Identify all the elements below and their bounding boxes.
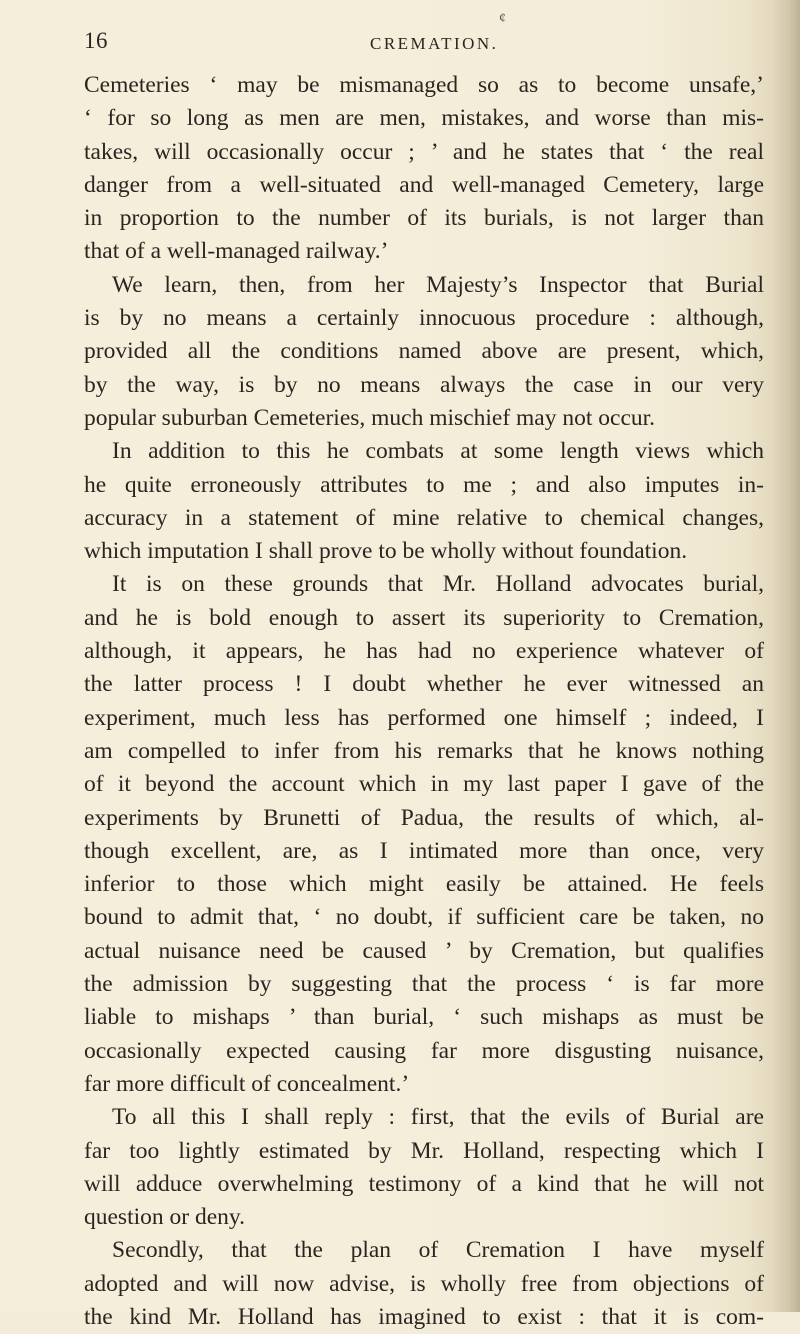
- text-line: Cemeteries ‘ may be mismanaged so as to become unsafe,’: [84, 72, 764, 98]
- text-line: It is on these grounds that Mr. Holland advocates burial,: [112, 571, 764, 598]
- text-line: that of a well-managed railway.’: [84, 238, 389, 265]
- text-line: In addition to this he combats at some length views which: [112, 438, 764, 465]
- text-line: question or deny.: [84, 1204, 245, 1231]
- text-line: although, it appears, he has had no experience whatever of: [84, 638, 764, 665]
- text-line: am compelled to infer from his remarks that he knows nothing: [84, 737, 764, 764]
- text-line: though excellent, are, as I intimated more than once, very: [84, 837, 764, 864]
- text-line: he quite erroneously attributes to me ; and also imputes in-: [84, 471, 764, 498]
- text-line: will adduce overwhelming testimony of a kind that he will not: [84, 1170, 764, 1197]
- page-mark: ¢: [499, 11, 506, 26]
- text-line: in proportion to the number of its burials, is not larger than: [84, 205, 764, 232]
- page-edge-shadow: [772, 0, 800, 1312]
- text-line: occasionally expected causing far more disgusting nuisance,: [84, 1037, 764, 1064]
- text-line: popular suburban Cemeteries, much mischief may not occur.: [84, 404, 656, 431]
- text-line: We learn, then, from her Majesty’s Inspector that Burial: [112, 271, 764, 298]
- text-line: inferior to those which might easily be attained. He feels: [84, 871, 764, 898]
- text-line: the admission by suggesting that the process ‘ is far more: [84, 971, 764, 998]
- text-line: and he is bold enough to assert its superiority to Cremation,: [84, 604, 764, 631]
- text-line: actual nuisance need be caused ’ by Cremation, but qualifies: [84, 937, 764, 964]
- text-line: bound to admit that, ‘ no doubt, if sufficient care be taken, no: [84, 904, 764, 931]
- text-line: far too lightly estimated by Mr. Holland, respecting which I: [84, 1137, 764, 1164]
- text-line: danger from a well-situated and well-managed Cemetery, large: [84, 171, 764, 198]
- text-line: takes, will occasionally occur ; ’ and he states that ‘ the real: [84, 138, 764, 165]
- text-line: ‘ for so long as men are men, mistakes, and worse than mis-: [84, 105, 764, 132]
- body-text: [84, 69, 764, 1334]
- page-number: 16: [84, 28, 108, 53]
- text-line: of it beyond the account which in my last paper I gave of the: [84, 771, 764, 798]
- text-line: is by no means a certainly innocuous procedure : although,: [84, 305, 764, 332]
- text-line: which imputation I shall prove to be wholly without foundation.: [84, 538, 688, 565]
- text-line: experiments by Brunetti of Padua, the results of which, al-: [84, 804, 764, 831]
- text-line: Secondly, that the plan of Cremation I have myself: [112, 1237, 764, 1264]
- text-line: liable to mishaps ’ than burial, ‘ such mishaps as must be: [84, 1004, 764, 1031]
- text-line: the latter process ! I doubt whether he ever witnessed an: [84, 671, 764, 698]
- text-line: adopted and will now advise, is wholly free from objections of: [84, 1270, 764, 1297]
- text-line: accuracy in a statement of mine relative to chemical changes,: [84, 504, 764, 531]
- text-line: the kind Mr. Holland has imagined to exist : that it is com-: [84, 1303, 764, 1330]
- text-line: far more difficult of concealment.’: [84, 1070, 410, 1097]
- text-line: experiment, much less has performed one himself ; indeed, I: [84, 704, 764, 731]
- text-line: provided all the conditions named above are present, which,: [84, 338, 764, 365]
- text-line: To all this I shall reply : first, that the evils of Burial are: [112, 1104, 764, 1131]
- text-line: by the way, is by no means always the case in our very: [84, 371, 764, 398]
- running-head: CREMATION.: [370, 34, 499, 53]
